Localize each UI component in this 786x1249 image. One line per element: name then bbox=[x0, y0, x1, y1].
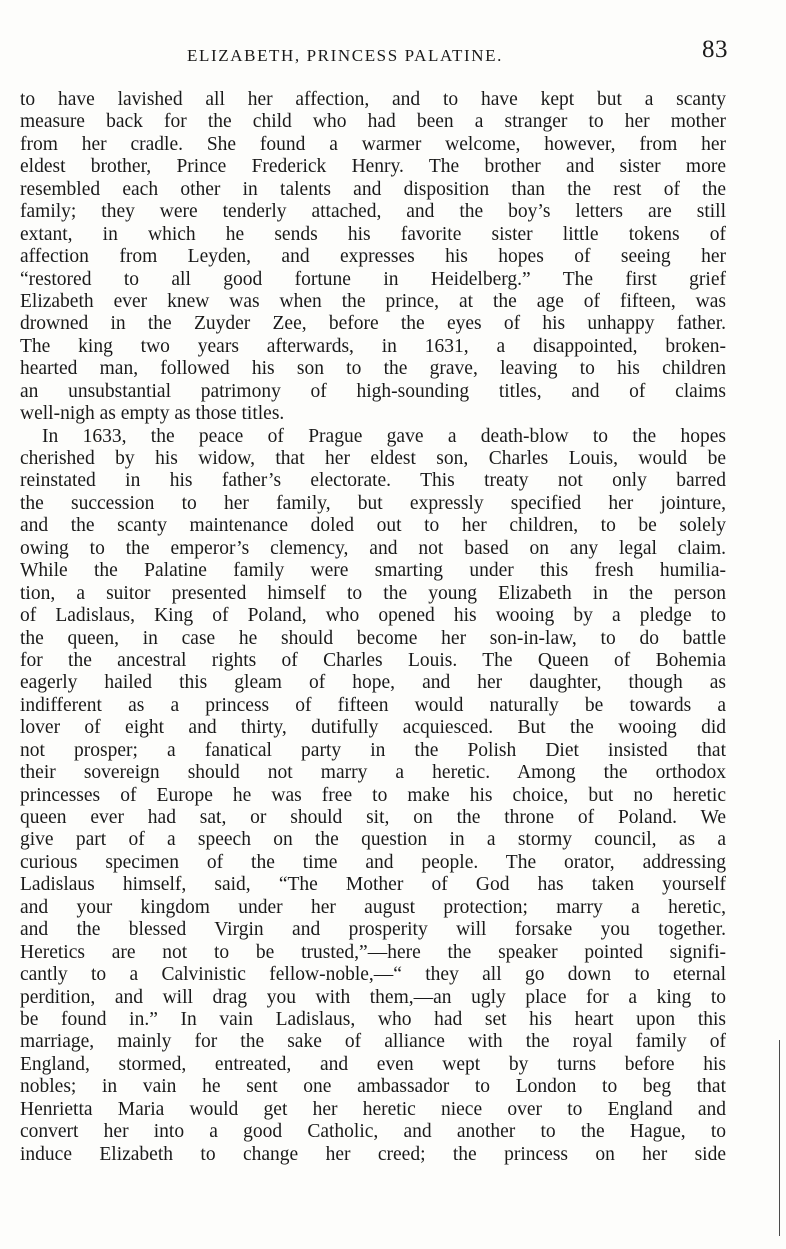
text-line: and the scanty maintenance doled out to her children, to be solely bbox=[20, 515, 726, 537]
text-line: While the Palatine family were smarting under this fresh humilia- bbox=[20, 560, 726, 582]
text-line: eldest brother, Prince Frederick Henry. The brother and sister more bbox=[20, 156, 726, 178]
text-line: The king two years afterwards, in 1631, a disappointed, broken- bbox=[20, 335, 726, 357]
text-line: nobles; in vain he sent one ambassador to London to beg that bbox=[20, 1076, 726, 1098]
text-line: cantly to a Calvinistic fellow-noble,—“ they all go down to eternal bbox=[20, 964, 726, 986]
text-line: drowned in the Zuyder Zee, before the eyes of his unhappy father. bbox=[20, 313, 726, 335]
text-line: Elizabeth ever knew was when the prince, at the age of fifteen, was bbox=[20, 290, 726, 312]
text-line: England, stormed, entreated, and even wept by turns before his bbox=[20, 1053, 726, 1075]
running-title: ELIZABETH, PRINCESS PALATINE. bbox=[187, 46, 503, 65]
text-line: In 1633, the peace of Prague gave a death-blow to the hopes bbox=[42, 425, 726, 447]
text-line: perdition, and will drag you with them,—an ugly place for a king to bbox=[20, 986, 726, 1008]
text-line: extant, in which he sends his favorite sister little tokens of bbox=[20, 223, 726, 245]
text-line: and your kingdom under her august protection; marry a heretic, bbox=[20, 896, 726, 918]
text-line: tion, a suitor presented himself to the young Elizabeth in the person bbox=[20, 582, 726, 604]
text-line: for the ancestral rights of Charles Louis. The Queen of Bohemia bbox=[20, 649, 726, 671]
text-line: princesses of Europe he was free to make his choice, but no heretic bbox=[20, 784, 726, 806]
text-line: curious specimen of the time and people. The orator, addressing bbox=[20, 851, 726, 873]
body-text bbox=[20, 89, 726, 1166]
text-line: give part of a speech on the question in a stormy council, as a bbox=[20, 829, 726, 851]
text-line: and the blessed Virgin and prosperity will forsake you together. bbox=[20, 919, 726, 941]
text-line: the succession to her family, but expressly specified her jointure, bbox=[20, 492, 726, 514]
text-line: an unsubstantial patrimony of high-sounding titles, and of claims bbox=[20, 380, 726, 402]
text-line: Heretics are not to be trusted,”—here the speaker pointed signifi- bbox=[20, 941, 726, 963]
text-line: marriage, mainly for the sake of alliance with the royal family of bbox=[20, 1031, 726, 1053]
text-line: convert her into a good Catholic, and another to the Hague, to bbox=[20, 1121, 726, 1143]
text-line: their sovereign should not marry a heretic. Among the orthodox bbox=[20, 762, 726, 784]
text-line: owing to the emperor’s clemency, and not based on any legal claim. bbox=[20, 537, 726, 559]
text-line: measure back for the child who had been a stranger to her mother bbox=[20, 111, 726, 133]
page-number: 83 bbox=[702, 36, 728, 63]
text-line: from her cradle. She found a warmer welcome, however, from her bbox=[20, 133, 726, 155]
text-line: affection from Leyden, and expresses his hopes of seeing her bbox=[20, 246, 726, 268]
text-line: reinstated in his father’s electorate. This treaty not only barred bbox=[20, 470, 726, 492]
text-line: cherished by his widow, that her eldest son, Charles Louis, would be bbox=[20, 448, 726, 469]
text-line: Ladislaus himself, said, “The Mother of God has taken yourself bbox=[20, 874, 726, 896]
text-line: “restored to all good fortune in Heidelberg.” The first grief bbox=[20, 268, 726, 290]
text-line: to have lavished all her affection, and to have kept but a scanty bbox=[20, 89, 726, 110]
text-line: well-nigh as empty as those titles. bbox=[20, 403, 285, 425]
text-line: indifferent as a princess of fifteen would naturally be towards a bbox=[20, 694, 726, 716]
text-line: lover of eight and thirty, dutifully acquiesced. But the wooing did bbox=[20, 717, 726, 739]
text-line: induce Elizabeth to change her creed; the princess on her side bbox=[20, 1143, 726, 1165]
text-line: family; they were tenderly attached, and the boy’s letters are still bbox=[20, 201, 726, 223]
text-line: hearted man, followed his son to the grave, leaving to his children bbox=[20, 358, 726, 380]
page-edge-rule bbox=[779, 1040, 781, 1236]
text-line: not prosper; a fanatical party in the Polish Diet insisted that bbox=[20, 739, 726, 761]
text-line: of Ladislaus, King of Poland, who opened his wooing by a pledge to bbox=[20, 605, 726, 627]
text-line: the queen, in case he should become her son-in-law, to do battle bbox=[20, 627, 726, 649]
text-line: Henrietta Maria would get her heretic niece over to England and bbox=[20, 1098, 726, 1120]
text-line: resembled each other in talents and disposition than the rest of the bbox=[20, 178, 726, 200]
text-line: queen ever had sat, or should sit, on the throne of Poland. We bbox=[20, 807, 726, 828]
text-line: eagerly hailed this gleam of hope, and her daughter, though as bbox=[20, 672, 726, 694]
text-line: be found in.” In vain Ladislaus, who had set his heart upon this bbox=[20, 1008, 726, 1030]
running-head bbox=[22, 36, 728, 68]
